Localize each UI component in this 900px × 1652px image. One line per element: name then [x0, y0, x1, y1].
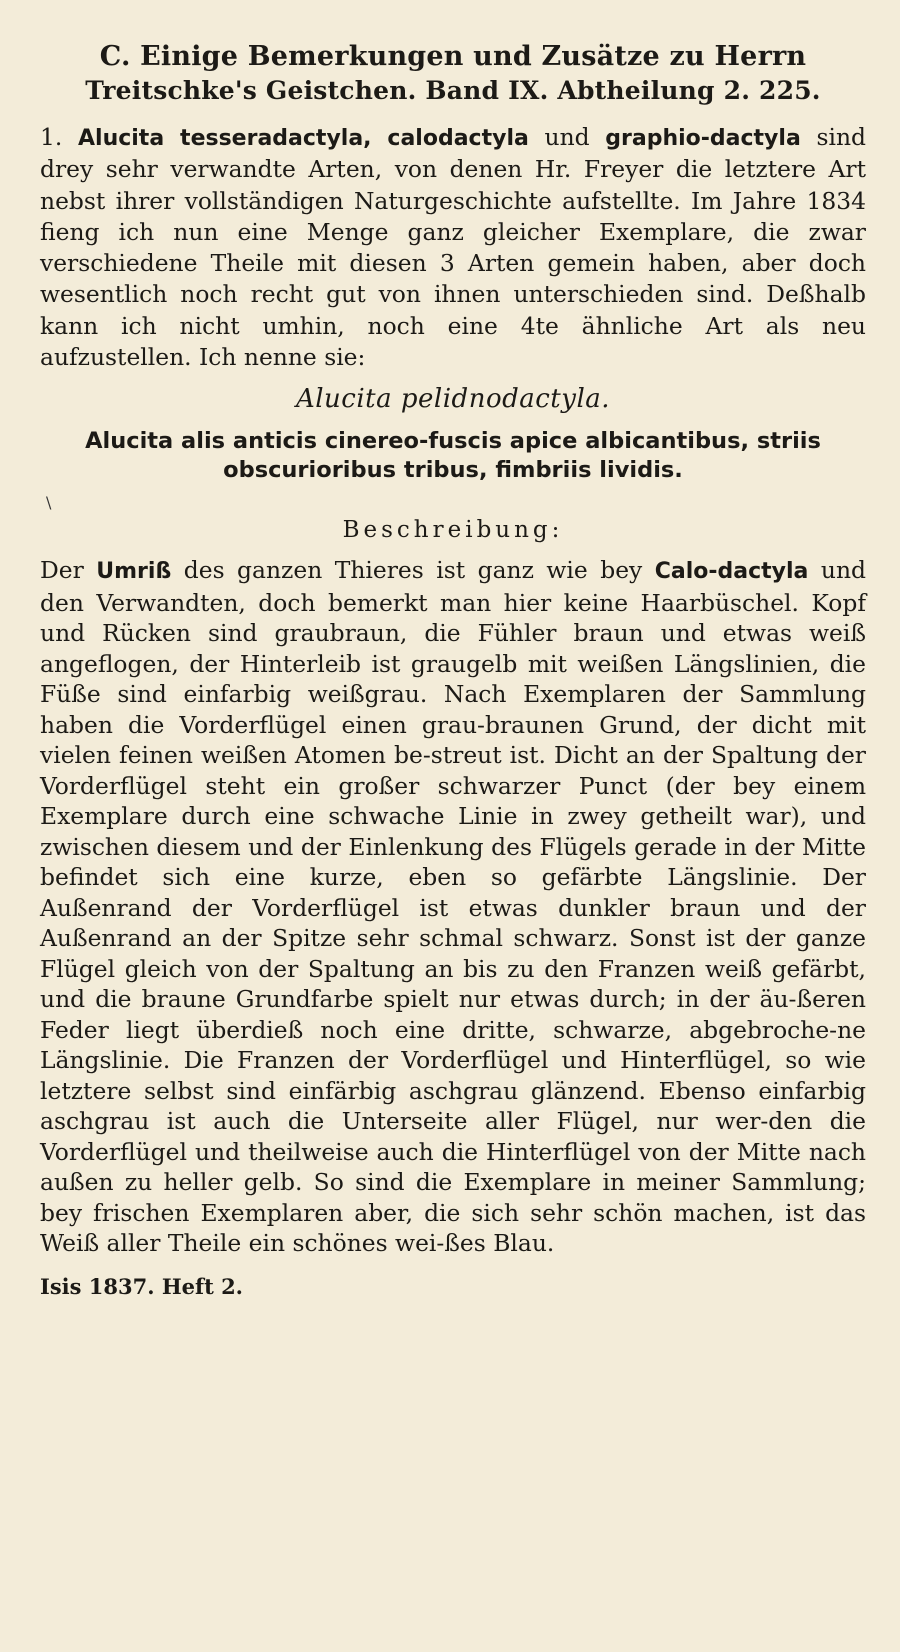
section-heading	[40, 40, 866, 108]
page-footer: Isis 1837. Heft 2.	[40, 1273, 243, 1299]
description-calodactyla: Calo-dactyla	[654, 559, 809, 585]
stray-mark: \	[46, 493, 52, 513]
description-text-a: des ganzen Thieres ist ganz wie bey	[171, 556, 655, 585]
description-heading: Beschreibung:	[342, 517, 564, 544]
species-name: Alucita pelidnodactyla.	[295, 384, 611, 415]
intro-text: sind drey sehr verwandte Arten, von denen Hr. Freyer die letztere Art nebst ihrer vollständigen Naturgeschichte aufstellte. Im Jahre 1834 fieng ich nun eine Menge ganz gleicher Exemplare, die zwar verschiedene Theile mit diesen 3 Arten gemein haben, aber doch wesentlich noch recht gut von ihnen unterschieden sind. Deßhalb kann ich nicht umhin, noch eine 4te ähnliche Art als neu aufzustellen. Ich nenne sie:	[40, 123, 866, 372]
description-paragraph	[40, 555, 866, 1259]
heading-line-1: C. Einige Bemerkungen und Zusätze zu Herrn	[99, 41, 807, 72]
intro-paragraph	[40, 122, 866, 373]
intro-number: 1.	[40, 123, 63, 151]
intro-species-name-3: graphio-dactyla	[605, 126, 801, 151]
intro-und: und	[528, 123, 606, 151]
description-lead: Der	[40, 556, 97, 585]
description-text-b: und den Verwandten, doch bemerkt man hier keine Haarbüschel. Kopf und Rücken sind graubraun, die Fühler braun und etwas weiß angeflogen, der Hinterleib ist graugelb mit weißen Längslinien, die Füße sind einfarbig weißgrau. Nach Exemplaren der Sammlung haben die Vorderflügel einen grau-braunen Grund, der dicht mit vielen feinen weißen Atomen be-streut ist. Dicht an der Spaltung der Vorderflügel steht ein großer schwarzer Punct (der bey einem Exemplare durch eine schwache Linie in zwey getheilt war), und zwischen diesem und der Einlenkung des Flügels gerade in der Mitte befindet sich eine kurze, eben so gefärbte Längslinie. Der Außenrand der Vorderflügel ist etwas dunkler braun und der Außenrand an der Spitze sehr schmal schwarz. Sonst ist der ganze Flügel gleich von der Spaltung an bis zu den Franzen weiß gefärbt, und die braune Grundfarbe spielt nur etwas durch; in der äu-ßeren Feder liegt überdieß noch eine dritte, schwarze, abgebroche-ne Längslinie. Die Franzen der Vorderflügel und Hinterflügel, so wie letztere selbst sind einfärbig aschgrau glänzend. Ebenso einfarbig aschgrau ist auch die Unterseite aller Flügel, nur wer-den die Vorderflügel und theilweise auch die Hinterflügel von der Mitte nach außen zu heller gelb. So sind die Exemplare in meiner Sammlung; bey frischen Exemplaren aber, die sich sehr schön machen, ist das Weiß aller Theile ein schönes wei-ßes Blau.	[40, 556, 866, 1258]
description-lead-bold: Umriß	[96, 559, 172, 585]
heading-line-2: Treitschke's Geistchen. Band IX. Abtheilung 2. 225.	[85, 76, 821, 105]
latin-diagnosis: Alucita alis anticis cinereo-fuscis apice albicantibus, striis obscurioribus tribus, fimbriis lividis.	[85, 428, 821, 484]
intro-species-names: Alucita tesseradactyla, calodactyla	[78, 126, 529, 151]
